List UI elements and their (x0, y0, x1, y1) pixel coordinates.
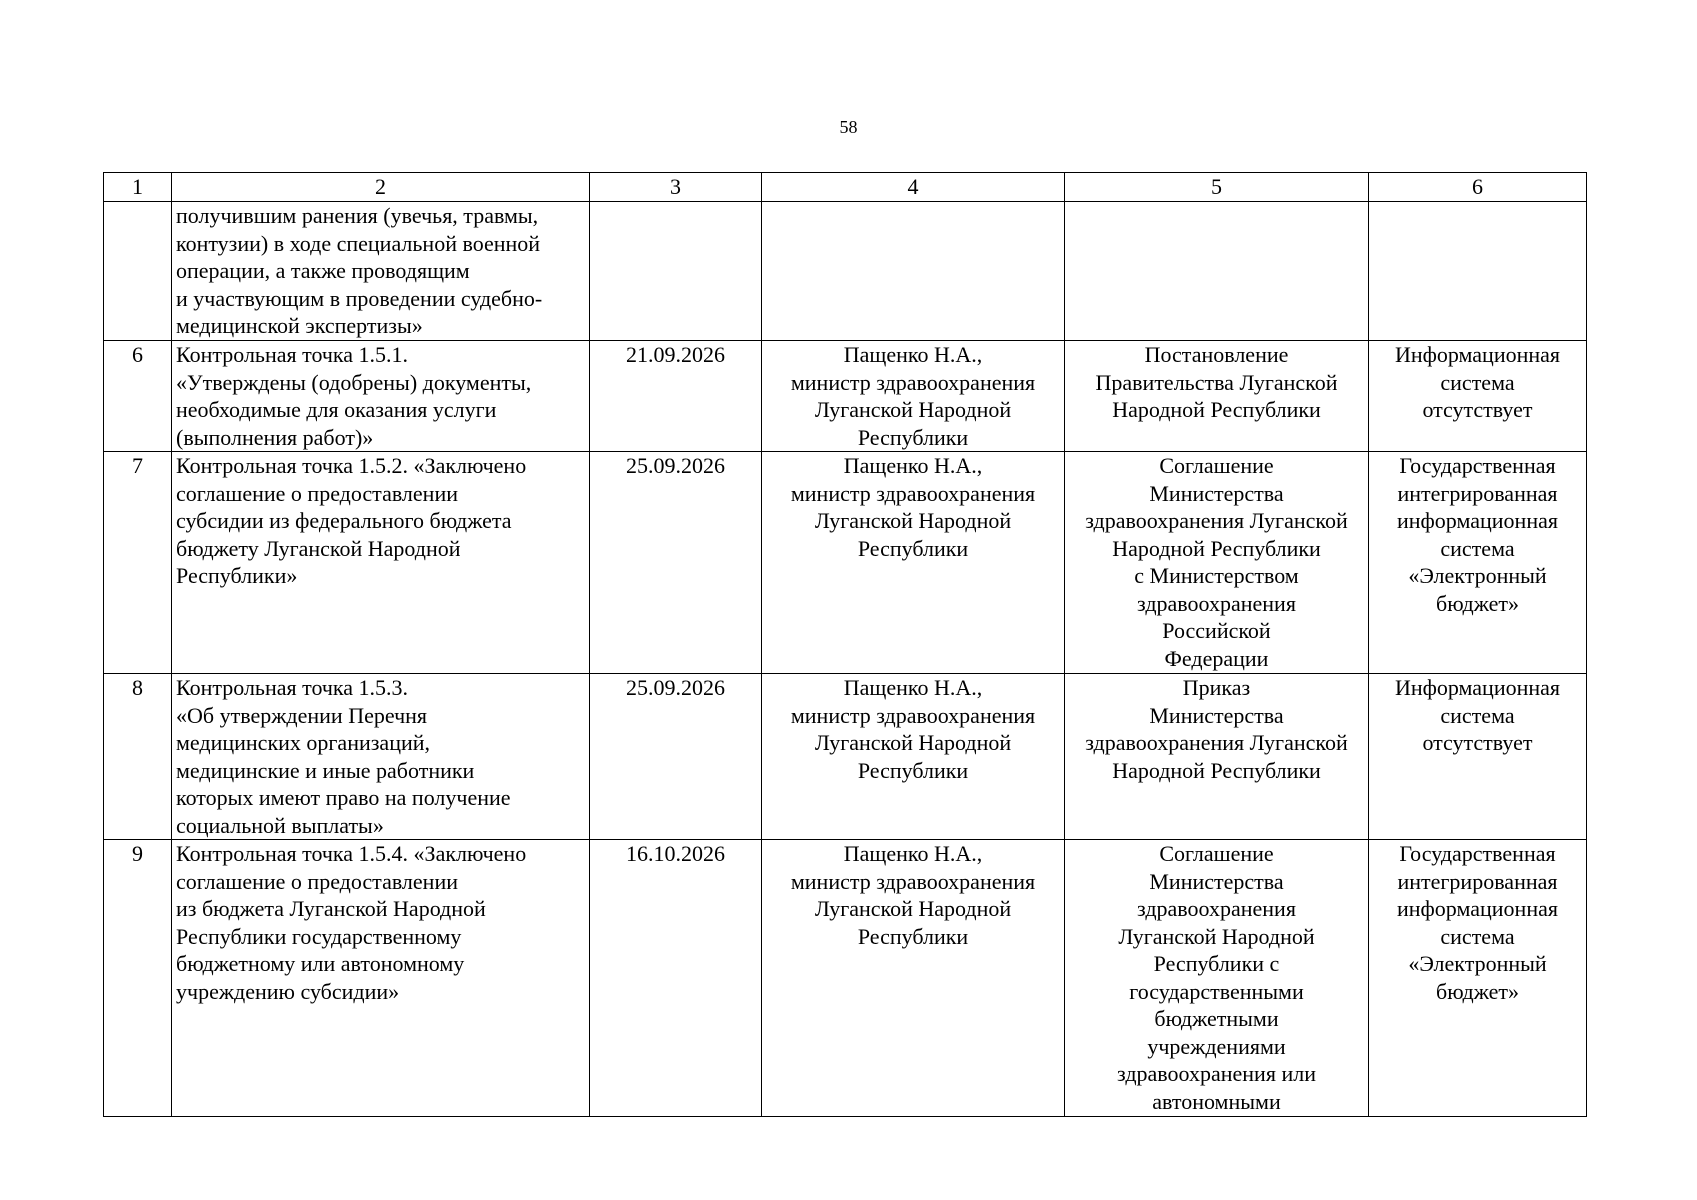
row-description (172, 840, 590, 1117)
row-number: 9 (104, 840, 172, 1117)
row-system: Информационная система отсутствует (1369, 341, 1587, 452)
row-responsible: Пащенко Н.А., министр здравоохранения Луганской Народной Республики (762, 840, 1065, 1117)
row-date: 25.09.2026 (590, 674, 762, 840)
row-document: Приказ Министерства здравоохранения Луганской Народной Республики (1065, 674, 1369, 840)
description-text: Контрольная точка 1.5.2. «Заключено соглашение о предоставлении субсидии из федерального бюджета бюджету Луганской Народной Республики» (176, 453, 527, 588)
row-number: 7 (104, 452, 172, 674)
description-text: Контрольная точка 1.5.1. «Утверждены (одобрены) документы, необходимые для оказания услуги (выполнения работ)» (176, 342, 532, 450)
row-system (1369, 202, 1587, 341)
row-date: 25.09.2026 (590, 452, 762, 674)
row-responsible: Пащенко Н.А., министр здравоохранения Луганской Народной Республики (762, 674, 1065, 840)
row-date: 16.10.2026 (590, 840, 762, 1117)
row-system: Информационная система отсутствует (1369, 674, 1587, 840)
page-number: 58 (839, 117, 858, 137)
table-row (104, 674, 1587, 840)
row-document (1065, 202, 1369, 341)
table-header-row (104, 173, 1587, 202)
table-row (104, 341, 1587, 452)
row-system: Государственная интегрированная информационная система «Электронный бюджет» (1369, 452, 1587, 674)
row-document: Соглашение Министерства здравоохранения Луганской Народной Республики с государственными бюджетными учреждениями здравоохранения или автономными (1065, 840, 1369, 1117)
description-text: Контрольная точка 1.5.3. «Об утверждении Перечня медицинских организаций, медицинские и иные работники которых имеют право на получение социальной выплаты» (176, 675, 511, 838)
row-responsible: Пащенко Н.А., министр здравоохранения Луганской Народной Республики (762, 341, 1065, 452)
row-responsible: Пащенко Н.А., министр здравоохранения Луганской Народной Республики (762, 452, 1065, 674)
column-header-4: 4 (762, 173, 1065, 202)
table-row (104, 840, 1587, 1117)
column-header-5: 5 (1065, 173, 1369, 202)
description-text: получившим ранения (увечья, травмы, контузии) в ходе специальной военной операции, а также проводящим и участвующим в проведении судебно- медицинской экспертизы» (176, 203, 543, 338)
row-number: 6 (104, 341, 172, 452)
control-points-table (103, 172, 1587, 1117)
row-number: 8 (104, 674, 172, 840)
row-document: Постановление Правительства Луганской Народной Республики (1065, 341, 1369, 452)
column-header-3: 3 (590, 173, 762, 202)
row-responsible (762, 202, 1065, 341)
row-number (104, 202, 172, 341)
row-date: 21.09.2026 (590, 341, 762, 452)
description-text: Контрольная точка 1.5.4. «Заключено соглашение о предоставлении из бюджета Луганской Народной Республики государственному бюджетному или автономному учреждению субсидии» (176, 841, 527, 1004)
row-description (172, 674, 590, 840)
table-row (104, 202, 1587, 341)
table-row (104, 452, 1587, 674)
row-system: Государственная интегрированная информационная система «Электронный бюджет» (1369, 840, 1587, 1117)
row-description (172, 341, 590, 452)
column-header-1: 1 (104, 173, 172, 202)
column-header-2: 2 (172, 173, 590, 202)
row-date (590, 202, 762, 341)
column-header-6: 6 (1369, 173, 1587, 202)
row-document: Соглашение Министерства здравоохранения Луганской Народной Республики с Министерством здравоохранения Российской Федерации (1065, 452, 1369, 674)
row-description (172, 202, 590, 341)
row-description (172, 452, 590, 674)
